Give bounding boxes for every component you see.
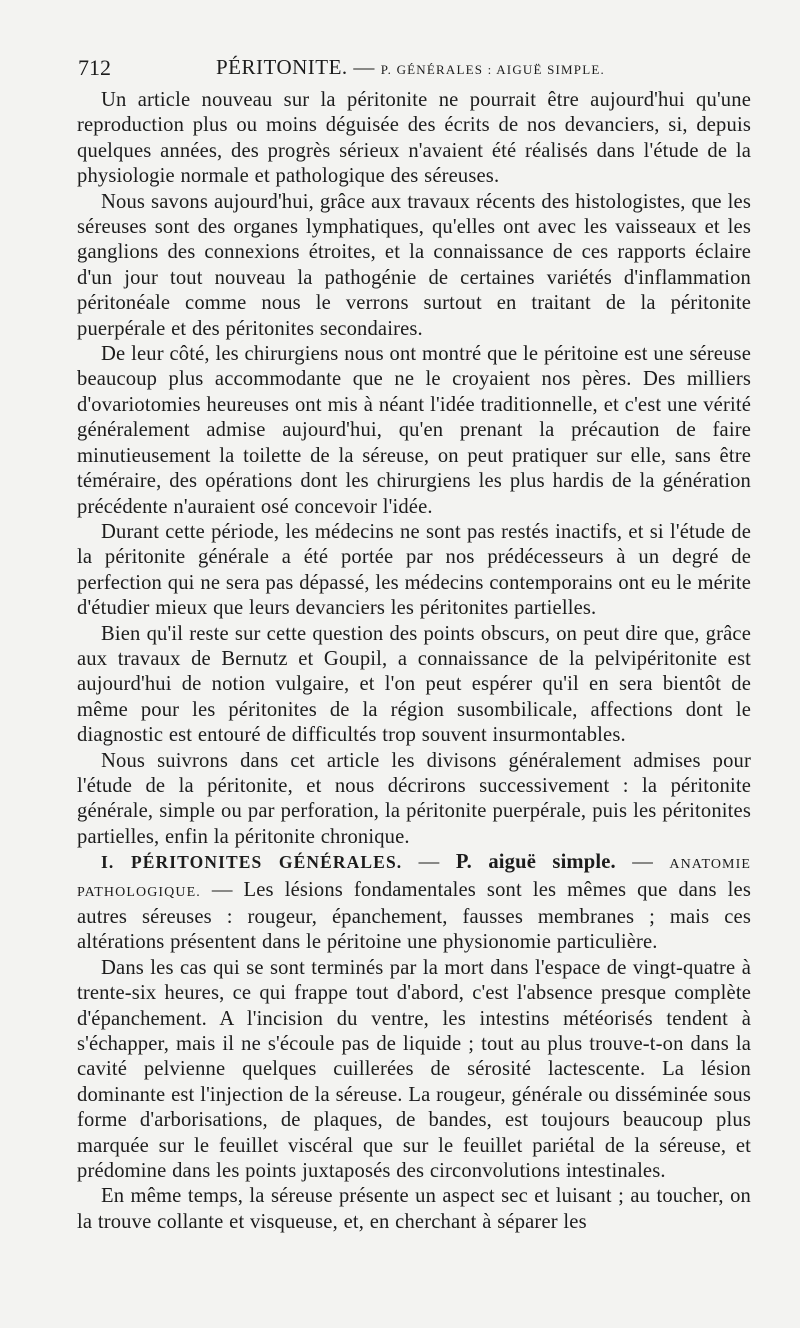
- paragraph-pelviperitonitis: Bien qu'il reste sur cette question des points obscurs, on peut dire que, grâce aux travaux de Bernutz et Goupil, a connaissance de la pelvipéritonite est aujourd'hui de notion vulgaire, et l'on peut espérer qu'il en sera bientôt de même pour les péritonites de la région susombilicale, affections dont le diagnostic est entouré de difficultés trop souvent insurmontables.: [77, 622, 751, 747]
- heading-dash: —: [402, 851, 456, 874]
- body-text: [77, 88, 751, 1235]
- section-heading: I. PÉRITONITES GÉNÉRALES.: [101, 852, 403, 873]
- paragraph-histology: Nous savons aujourd'hui, grâce aux travaux récents des histologistes, que les séreuses sont des organes lymphatiques, qu'elles ont avec les vaisseaux et les ganglions des connexions étroites, et la connaissance de ces rapports éclaire d'un jour tout nouveau la pathogénie de certaines variétés d'inflammation péritonéale comme nous le verrons surtout en traitant de la péritonite puerpérale et des péritonites secondaires.: [77, 190, 751, 340]
- running-title-sub: P. GÉNÉRALES : AIGUË SIMPLE.: [380, 62, 605, 77]
- topic-label: ANATOMIE PATHOLOGIQUE.: [77, 857, 752, 900]
- paragraph-surgeons: De leur côté, les chirurgiens nous ont montré que le péritoine est une séreuse beaucoup plus accommodante que ne le croyaient nos pères. Des milliers d'ovariotomies heureuses ont mis à néant l'idée traditionnelle, et c'est une vérité généralement admise aujourd'hui, qu'en prenant la précaution de faire minutieusement la toilette de la séreuse, on peut pratiquer sur elle, sans être téméraire, des opérations dont les chirurgiens les plus hardis de la génération précédente n'auraient osé concevoir l'idée.: [77, 343, 751, 518]
- heading-dash: —: [615, 851, 670, 874]
- section-heading-paragraph: [77, 850, 751, 956]
- paragraph-serosa-aspect: En même temps, la séreuse présente un aspect sec et luisant ; au toucher, on la trouve collante et visqueuse, et, en cherchant à séparer les: [77, 1185, 751, 1233]
- section-heading-text: — Les lésions fondamentales sont les mêmes que dans les autres séreuses : rougeur, épanchement, fausses membranes ; mais ces altérations présentent dans le péritoine une physionomie particulière.: [77, 878, 751, 954]
- running-header: [78, 55, 750, 83]
- paragraph-divisions: Nous suivrons dans cet article les divisons généralement admises pour l'étude de la péritonite, et nous décrirons successivement : la péritonite générale, simple ou par perforation, la péritonite puerpérale, puis les péritonites partielles, enfin la péritonite chronique.: [77, 749, 751, 848]
- running-title-main: PÉRITONITE. —: [216, 55, 375, 79]
- paragraph-early-death: Dans les cas qui se sont terminés par la mort dans l'espace de vingt-quatre à trente-six heures, ce qui frappe tout d'abord, c'est l'absence presque complète d'épanchement. A l'incision du ventre, les intestins météorisés tendent à s'échapper, mais il ne s'écoule pas de liquide ; tout au plus trouve-t-on dans la cavité pelvienne quelques cuillerées de sérosité lactescente. La lésion dominante est l'injection de la séreuse. La rougeur, générale ou disséminée sous forme d'arborisations, de plaques, de bandes, est toujours beaucoup plus marquée sur le feuillet viscéral que sur le feuillet pariétal de la séreuse, et prédomine dans les points juxtaposés des circonvolutions intestinales.: [77, 956, 751, 1183]
- running-title: [216, 55, 605, 80]
- page-number: 712: [78, 55, 111, 80]
- paragraph-intro: Un article nouveau sur la péritonite ne pourrait être aujourd'hui qu'une reproduction plus ou moins déguisée des écrits de nos devanciers, si, depuis quelques années, des progrès sérieux n'avaient été réalisés dans l'étude de la physiologie normale et pathologique des séreuses.: [77, 89, 751, 188]
- paragraph-physicians: Durant cette période, les médecins ne sont pas restés inactifs, et si l'étude de la péritonite générale a été portée par nos prédécesseurs à un degré de perfection qui ne sera pas dépassé, les médecins contemporains ont eu le mérite d'étudier mieux que leurs devanciers les péritonites partielles.: [77, 520, 751, 620]
- subsection-heading: P. aiguë simple.: [455, 851, 616, 874]
